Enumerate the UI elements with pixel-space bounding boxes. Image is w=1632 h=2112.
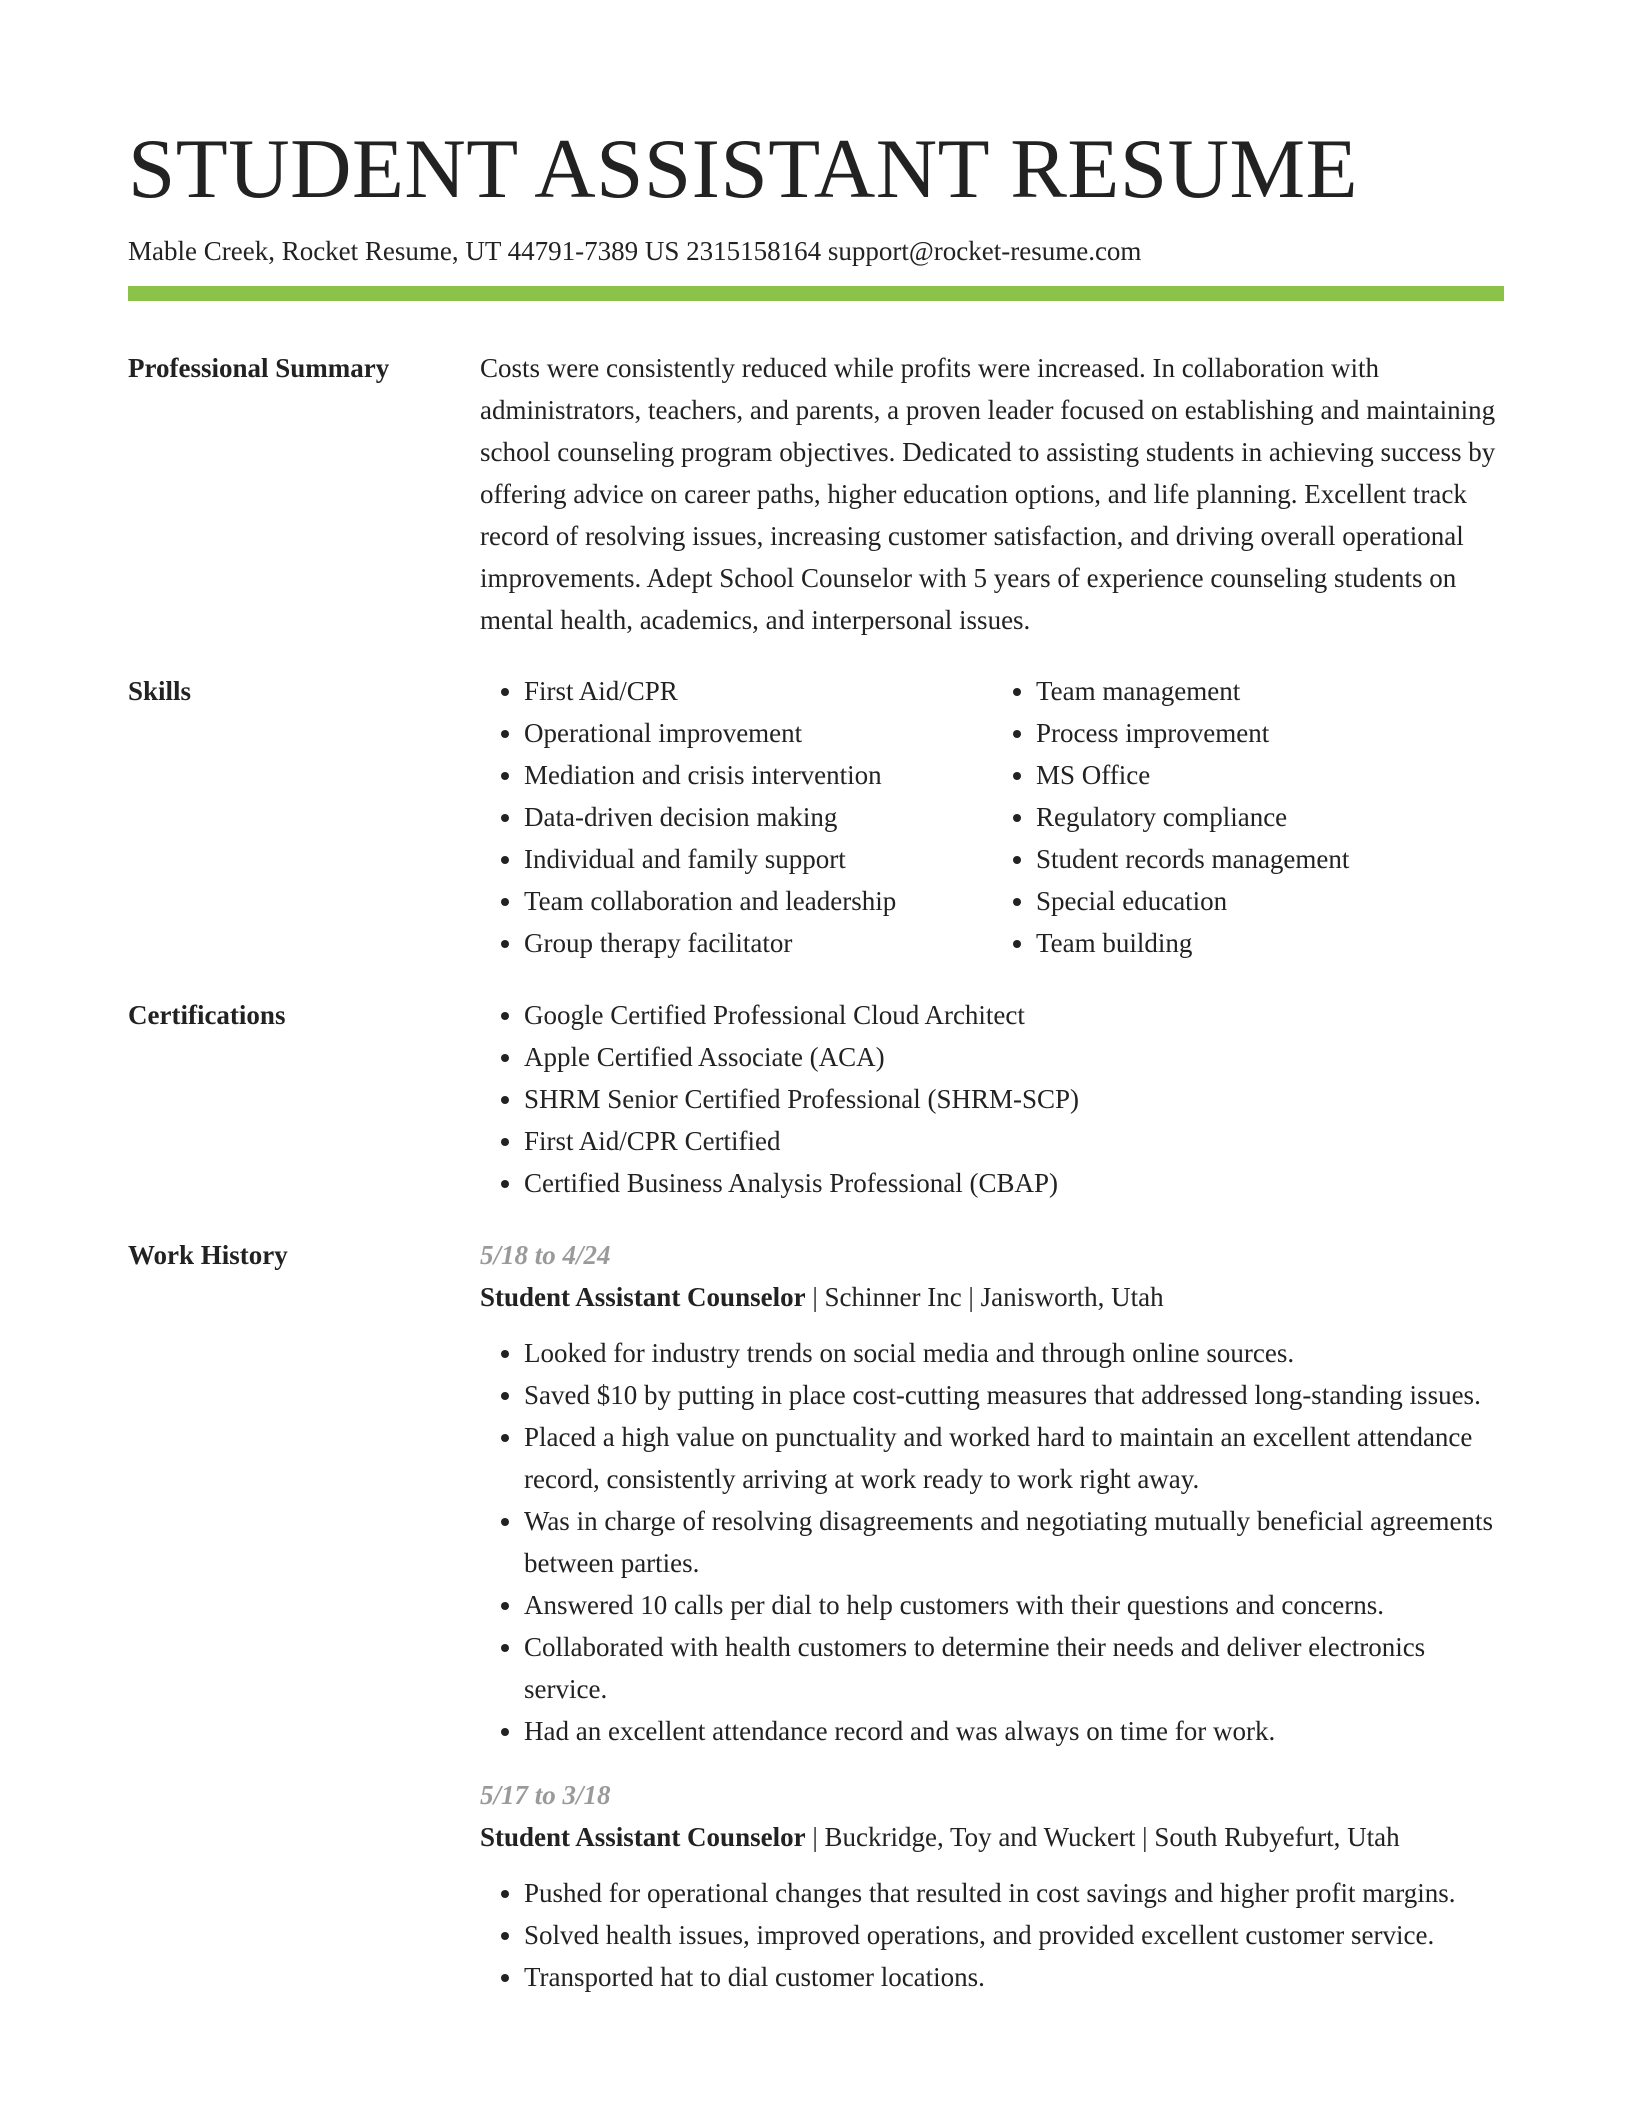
work-history-body: [480, 1234, 1504, 2020]
job-details: | Schinner Inc | Janisworth, Utah: [805, 1282, 1164, 1312]
skill-item: • Process improvement: [1036, 712, 1504, 754]
job-role: Student Assistant Counselor: [480, 1282, 806, 1312]
skill-item: • Team management: [1036, 670, 1504, 712]
skill-item: • Special education: [1036, 880, 1504, 922]
certification-item: • First Aid/CPR Certified: [524, 1120, 1504, 1162]
certifications-heading: Certifications: [128, 1000, 286, 1030]
work-history-heading: Work History: [128, 1240, 288, 1270]
skill-item: • Mediation and crisis intervention: [524, 754, 992, 796]
job-entry: [480, 1774, 1504, 1998]
accent-divider: [128, 286, 1504, 301]
job-bullet: • Looked for industry trends on social media and through online sources.: [524, 1332, 1504, 1374]
skill-item: • Team building: [1036, 922, 1504, 964]
skill-item: • Operational improvement: [524, 712, 992, 754]
skill-item: • Student records management: [1036, 838, 1504, 880]
job-title-line: [480, 1816, 1504, 1858]
certifications-list: [480, 994, 1504, 1204]
contact-line: Mable Creek, Rocket Resume, UT 44791-7389 US 2315158164 support@rocket-resume.com: [128, 236, 1142, 266]
job-bullet: • Transported hat to dial customer locations.: [524, 1956, 1504, 1998]
job-bullet: • Placed a high value on punctuality and worked hard to maintain an excellent attendance record, consistently arriving at work ready to work right away.: [524, 1416, 1504, 1500]
job-entry: [480, 1234, 1504, 1752]
skills-list-right: [992, 670, 1504, 964]
skill-item: • Group therapy facilitator: [524, 922, 992, 964]
resume-header: [128, 118, 1504, 268]
job-bullet: • Collaborated with health customers to determine their needs and deliver electronics service.: [524, 1626, 1504, 1710]
certification-item: • SHRM Senior Certified Professional (SHRM-SCP): [524, 1078, 1504, 1120]
job-bullet: • Solved health issues, improved operations, and provided excellent customer service.: [524, 1914, 1504, 1956]
certifications-body: [480, 994, 1504, 1204]
job-role: Student Assistant Counselor: [480, 1822, 806, 1852]
skill-item: • Data-driven decision making: [524, 796, 992, 838]
skill-item: • Regulatory compliance: [1036, 796, 1504, 838]
job-bullet: • Was in charge of resolving disagreements and negotiating mutually beneficial agreements between parties.: [524, 1500, 1504, 1584]
skill-item: • Individual and family support: [524, 838, 992, 880]
certification-item: • Google Certified Professional Cloud Architect: [524, 994, 1504, 1036]
skills-body: [480, 670, 1504, 964]
job-bullets: [480, 1332, 1504, 1752]
skills-heading: Skills: [128, 676, 192, 706]
job-bullet: • Pushed for operational changes that resulted in cost savings and higher profit margins.: [524, 1872, 1504, 1914]
certification-item: • Apple Certified Associate (ACA): [524, 1036, 1504, 1078]
skill-item: • MS Office: [1036, 754, 1504, 796]
skill-item: • Team collaboration and leadership: [524, 880, 992, 922]
page-title: STUDENT ASSISTANT RESUME: [128, 122, 1359, 216]
summary-text: Costs were consistently reduced while profits were increased. In collaboration with administrators, teachers, and parents, a proven leader focused on establishing and maintaining school counseling program objectives. Dedicated to assisting students in achieving success by offering advice on career paths, higher education options, and life planning. Excellent track record of resolving issues, increasing customer satisfaction, and driving overall operational improvements. Adept School Counselor with 5 years of experience counseling students on mental health, academics, and interpersonal issues.: [480, 353, 1496, 635]
certification-item: • Certified Business Analysis Professional (CBAP): [524, 1162, 1504, 1204]
summary-heading: Professional Summary: [128, 353, 390, 383]
job-details: | Buckridge, Toy and Wuckert | South Rubyefurt, Utah: [805, 1822, 1400, 1852]
job-bullet: • Had an excellent attendance record and was always on time for work.: [524, 1710, 1504, 1752]
skills-list-left: [480, 670, 992, 964]
job-bullets: [480, 1872, 1504, 1998]
job-bullet: • Saved $10 by putting in place cost-cutting measures that addressed long-standing issues.: [524, 1374, 1504, 1416]
job-title-line: [480, 1276, 1504, 1318]
job-date: 5/18 to 4/24: [480, 1240, 611, 1270]
job-date: 5/17 to 3/18: [480, 1780, 611, 1810]
job-bullet: • Answered 10 calls per dial to help customers with their questions and concerns.: [524, 1584, 1504, 1626]
skill-item: • First Aid/CPR: [524, 670, 992, 712]
summary-body: [480, 347, 1504, 641]
